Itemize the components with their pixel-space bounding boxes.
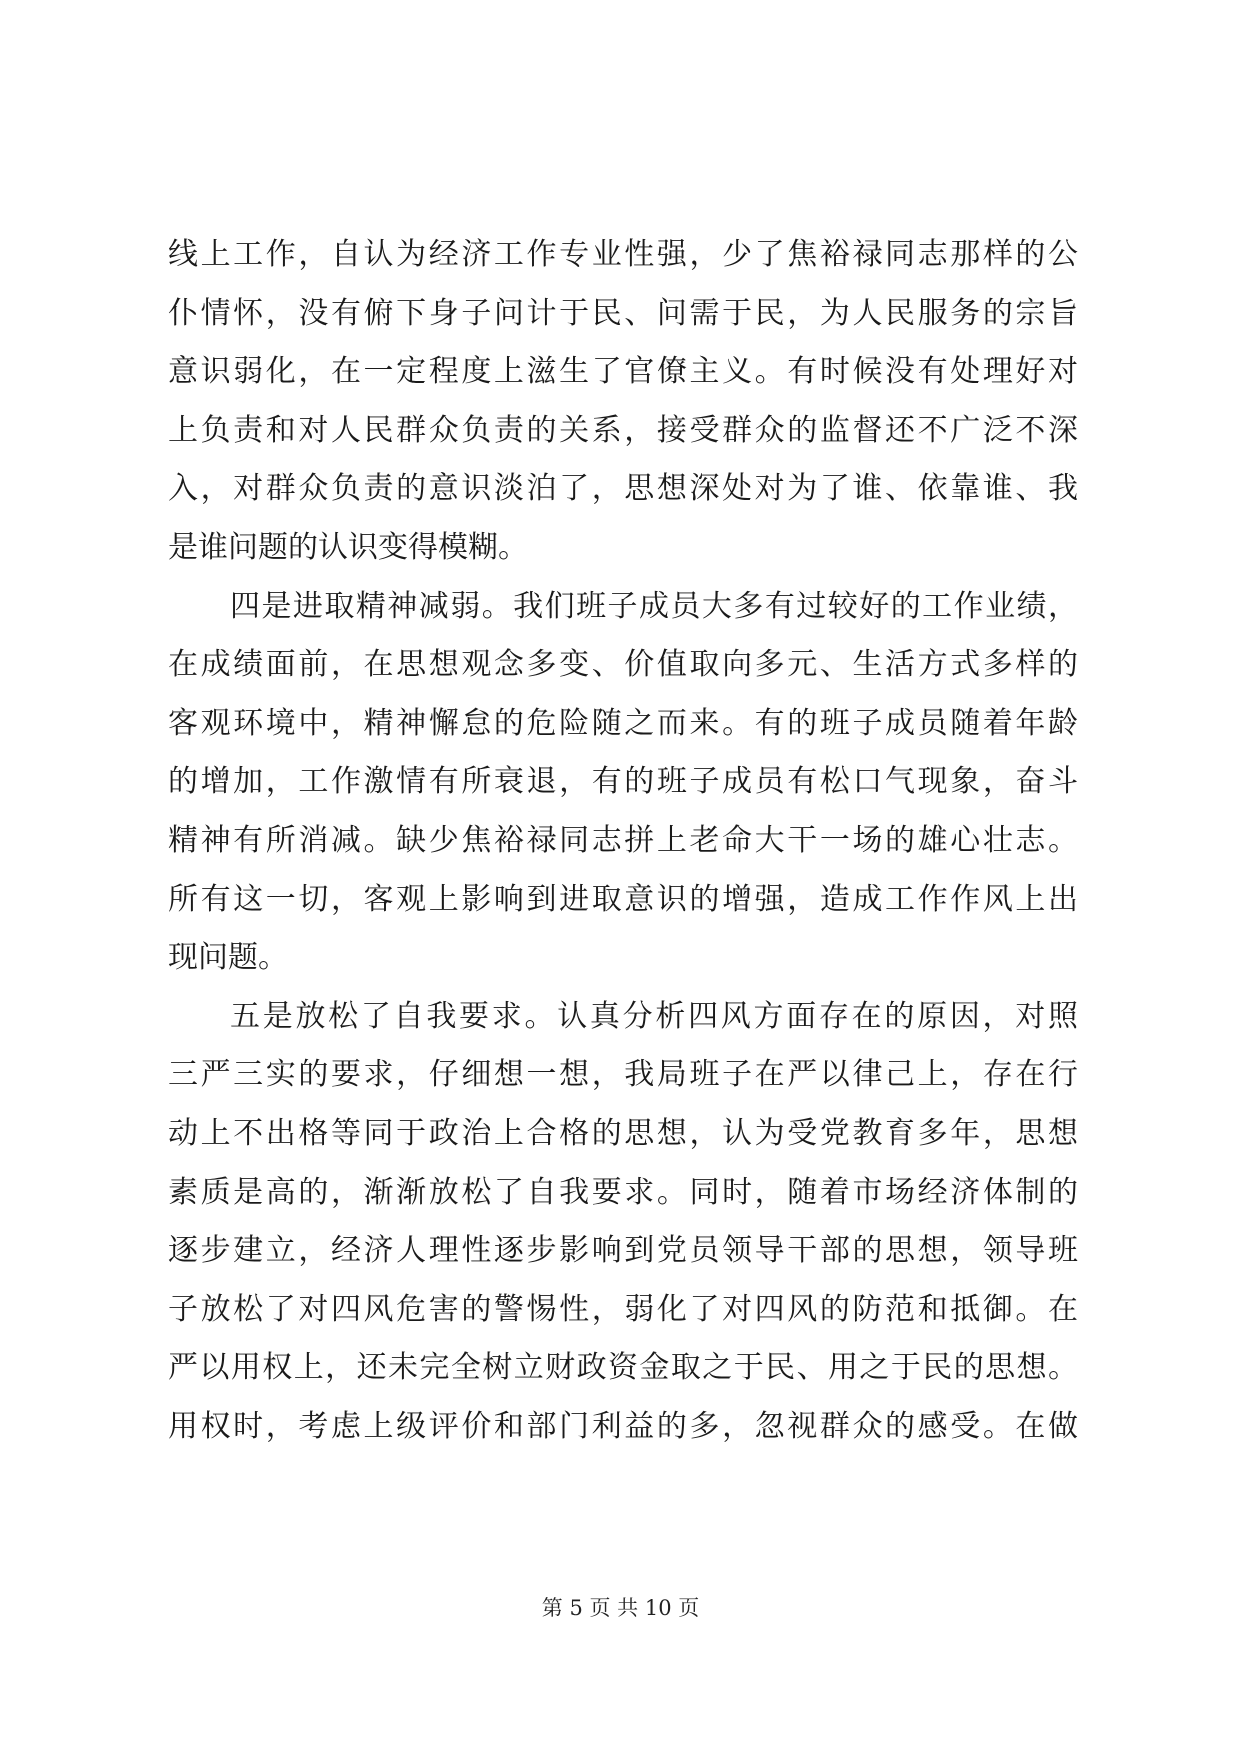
text-line-14: 五是放松了自我要求。认真分析四风方面存在的原因，对照 [230,998,1078,1034]
text-line-17: 素质是高的，渐渐放松了自我要求。同时，随着市场经济体制的 [168,1174,1078,1210]
text-line-4: 上负责和对人民群众负责的关系，接受群众的监督还不广泛不深 [168,412,1078,448]
text-line-13: 现问题。 [168,940,288,976]
text-line-20: 严以用权上，还未完全树立财政资金取之于民、用之于民的思想。 [168,1350,1078,1386]
text-line-12: 所有这一切，客观上影响到进取意识的增强，造成工作作风上出 [168,881,1078,917]
text-line-8: 在成绩面前，在思想观念多变、价值取向多元、生活方式多样的 [168,647,1078,683]
text-line-16: 动上不出格等同于政治上合格的思想，认为受党教育多年，思想 [168,1115,1078,1151]
text-line-6: 是谁问题的认识变得模糊。 [168,529,528,565]
text-line-18: 逐步建立，经济人理性逐步影响到党员领导干部的思想，领导班 [168,1233,1078,1269]
text-line-2: 仆情怀，没有俯下身子问计于民、问需于民，为人民服务的宗旨 [168,295,1078,331]
page-footer: 第 5 页 共 10 页 [541,1596,700,1620]
text-line-9: 客观环境中，精神懈怠的危险随之而来。有的班子成员随着年龄 [168,705,1078,741]
text-line-1: 线上工作，自认为经济工作专业性强，少了焦裕禄同志那样的公 [168,237,1078,272]
text-line-3: 意识弱化，在一定程度上滋生了官僚主义。有时候没有处理好对 [168,354,1078,390]
text-line-15: 三严三实的要求，仔细想一想，我局班子在严以律己上，存在行 [168,1057,1078,1093]
text-line-5: 入，对群众负责的意识淡泊了，思想深处对为了谁、依靠谁、我 [168,471,1078,507]
text-line-7: 四是进取精神减弱。我们班子成员大多有过较好的工作业绩， [230,588,1078,624]
text-line-10: 的增加，工作激情有所衰退，有的班子成员有松口气现象，奋斗 [168,764,1078,800]
text-line-21: 用权时，考虑上级评价和部门利益的多，忽视群众的感受。在做 [168,1408,1078,1444]
text-line-11: 精神有所消减。缺少焦裕禄同志拼上老命大干一场的雄心壮志。 [168,822,1078,858]
body-text [168,226,1078,1456]
text-line-19: 子放松了对四风危害的警惕性，弱化了对四风的防范和抵御。在 [168,1291,1078,1327]
